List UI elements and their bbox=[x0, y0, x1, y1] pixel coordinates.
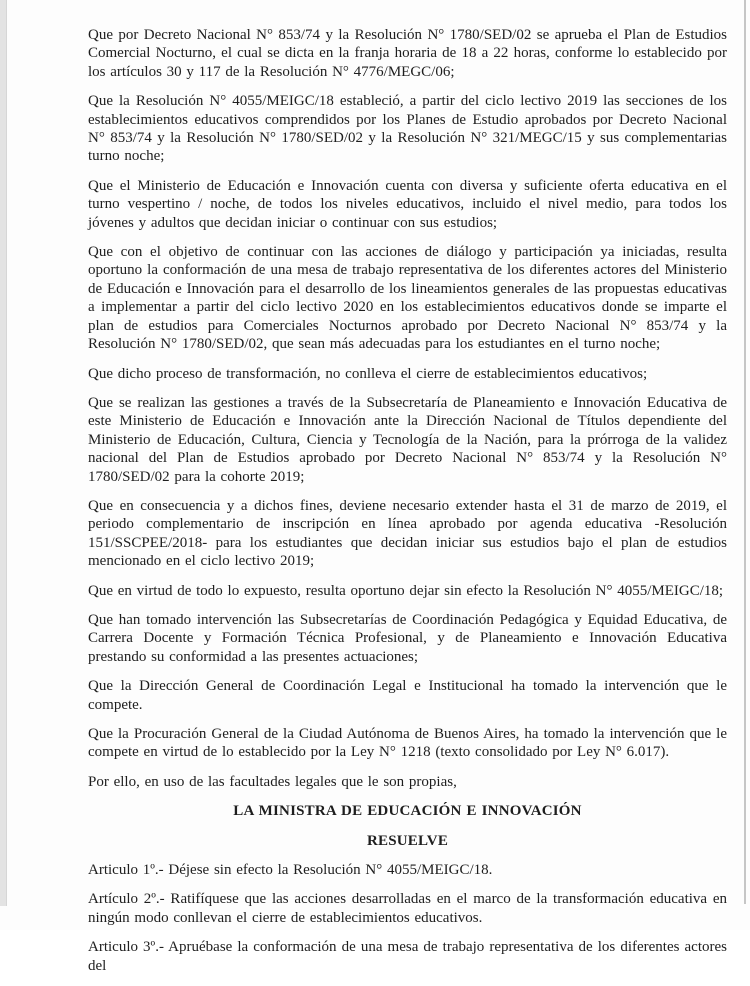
recital-paragraph-5: Que dicho proceso de transformación, no conlleva el cierre de establecimientos educativos; bbox=[88, 365, 648, 382]
recital-paragraph-11: Que la Procuración General de la Ciudad Autónoma de Buenos Aires, ha tomado la intervención que le compete en virtud de lo establecido por la Ley N° 1218 (texto consolidado por Ley N° 6.017). bbox=[88, 726, 727, 761]
recital-paragraph-8: Que en virtud de todo lo expuesto, resulta oportuno dejar sin efecto la Resolución N° 4055/MEIGC/18; bbox=[88, 582, 724, 599]
recital-paragraph-7: Que en consecuencia y a dichos fines, deviene necesario extender hasta el 31 de marzo de 2019, el periodo complementario de inscripción en línea aprobado por agenda educativa -Resolución 151/SSCPEE/2018- para los estudiantes que decidan iniciar sus estudios bajo el plan de estudios mencionado en el ciclo lectivo 2019; bbox=[88, 497, 727, 570]
article-2-paragraph: Artículo 2º.- Ratifíquese que las acciones desarrolladas en el marco de la transformación educativa en ningún modo conllevan el cierre de establecimientos educativos. bbox=[88, 891, 727, 926]
article-3-paragraph: Articulo 3º.- Apruébase la conformación de una mesa de trabajo representativa de los diferentes actores del bbox=[88, 939, 727, 974]
recital-paragraph-6: Que se realizan las gestiones a través de la Subsecretaría de Planeamiento e Innovación Educativa de este Ministerio de Educación e Innovación ante la Dirección Nacional de Títulos dependiente del Ministerio de Educación, Cultura, Ciencia y Tecnología de la Nación, para la prórroga de la validez nacional del Plan de Estudios aprobado por Decreto Nacional N° 853/74 y la Resolución N° 1780/SED/02 para la cohorte 2019; bbox=[88, 394, 727, 485]
page-left-edge bbox=[0, 0, 7, 906]
recital-paragraph-3: Que el Ministerio de Educación e Innovación cuenta con diversa y suficiente oferta educativa en el turno vespertino / noche, de todos los niveles educativos, incluido el nivel medio, para todos los jóvenes y adultos que decidan iniciar o continuar con sus estudios; bbox=[88, 177, 727, 231]
resolve-heading: RESUELVE bbox=[366, 832, 449, 849]
page-right-rule bbox=[744, 0, 746, 904]
recital-paragraph-1: Que por Decreto Nacional N° 853/74 y la Resolución N° 1780/SED/02 se aprueba el Plan de Estudios Comercial Nocturno, el cual se dicta en la franja horaria de 18 a 22 horas, conforme lo establecido por los artículos 30 y 117 de la Resolución N° 4776/MEGC/06; bbox=[88, 27, 727, 80]
document-content bbox=[88, 26, 727, 986]
recital-paragraph-10: Que la Dirección General de Coordinación Legal e Institucional ha tomado la intervención que le compete. bbox=[88, 678, 727, 713]
article-1-paragraph: Articulo 1º.- Déjese sin efecto la Resolución N° 4055/MEIGC/18. bbox=[88, 862, 493, 879]
recital-paragraph-2: Que la Resolución N° 4055/MEIGC/18 estableció, a partir del ciclo lectivo 2019 las secciones de los establecimientos educativos comprendidos por los Planes de Estudio aprobados por Decreto Nacional N° 853/74 y la Resolución N° 1780/SED/02 y la Resolución N° 321/MEGC/15 y sus complementarias turno noche; bbox=[88, 93, 727, 165]
por-ello-paragraph: Por ello, en uso de las facultades legales que le son propias, bbox=[88, 773, 457, 790]
recital-paragraph-4: Que con el objetivo de continuar con las acciones de diálogo y participación ya iniciadas, resulta oportuno la conformación de una mesa de trabajo representativa de los diferentes actores del Ministerio de Educación e Innovación para el desarrollo de los lineamientos generales de las propuestas educativas a implementar a partir del ciclo lectivo 2020 en los establecimientos educativos donde se imparte el plan de estudios para Comerciales Nocturnos aprobado por Decreto Nacional N° 853/74 y la Resolución N° 1780/SED/02, que sean más adecuadas para los estudiantes en el turno noche; bbox=[88, 244, 727, 353]
recital-paragraph-9: Que han tomado intervención las Subsecretarías de Coordinación Pedagógica y Equidad Educativa, de Carrera Docente y Formación Técnica Profesional, y de Planeamiento e Innovación Educativa prestando su conformidad a las presentes actuaciones; bbox=[88, 611, 727, 665]
authority-heading: LA MINISTRA DE EDUCACIÓN E INNOVACIÓN bbox=[233, 803, 582, 820]
